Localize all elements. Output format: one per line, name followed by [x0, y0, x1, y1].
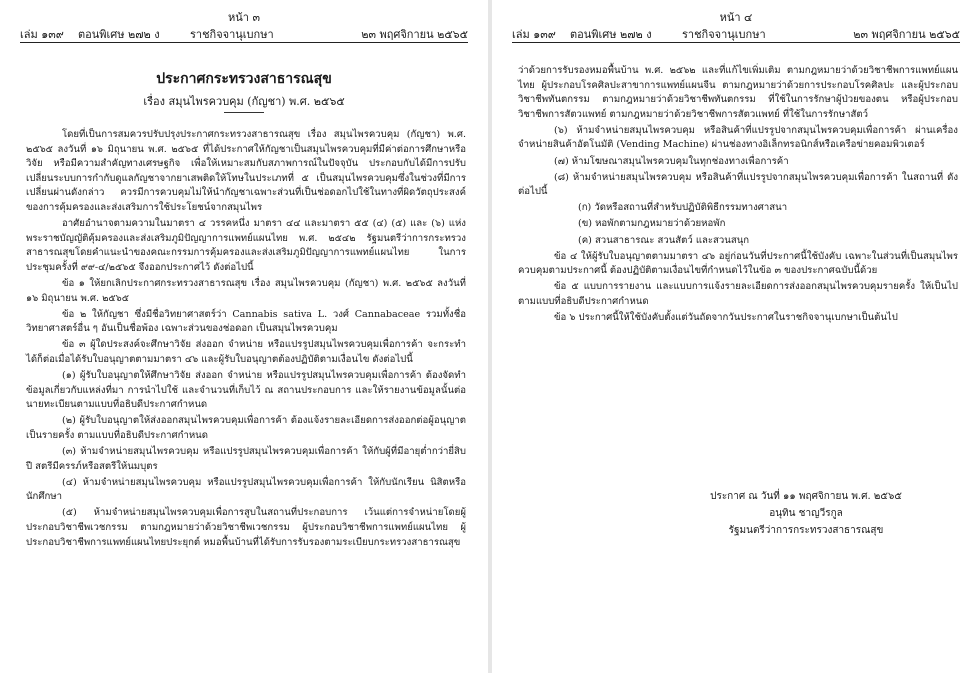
sub-item: (ก) วัดหรือสถานที่สำหรับปฏิบัติพิธีกรรมทางศาสนา	[578, 202, 788, 214]
paragraph: ข้อ ๔ ให้ผู้รับใบอนุญาตตามมาตรา ๔๖ อยู่ก่อนวันที่ประกาศนี้ใช้บังคับ เฉพาะในส่วนที่เป็นสมุนไพรควบคุมตามประกาศนี้ ต้องปฏิบัติตามเงื่อนไขที่กำหนดไว้ในข้อ ๓ ของประกาศฉบับนี้ด้วย	[518, 250, 958, 277]
header-divider	[512, 42, 960, 43]
signatory-position: รัฐมนตรีว่าการกระทรวงสาธารณสุข	[728, 525, 884, 536]
gazette-date: ๒๓ พฤศจิกายน ๒๕๖๕	[853, 28, 960, 41]
gazette-name: ราชกิจจานุเบกษา	[190, 28, 274, 41]
paragraph: ข้อ ๒ ให้กัญชา ซึ่งมีชื่อวิทยาศาสตร์ว่า Cannabis sativa L. วงศ์ Cannabaceae รวมทั้งชื่อวิทยาศาสตร์อื่น ๆ อันเป็นชื่อพ้อง เฉพาะส่วนของช่อดอก เป็นสมุนไพรควบคุม	[26, 308, 466, 335]
gazette-page-right	[492, 0, 980, 673]
signature-block	[562, 488, 980, 539]
paragraph: ข้อ ๖ ประกาศนี้ให้ใช้บังคับตั้งแต่วันถัดจากวันประกาศในราชกิจจานุเบกษาเป็นต้นไป	[554, 312, 898, 323]
paragraph: อาศัยอำนาจตามความในมาตรา ๔ วรรคหนึ่ง มาตรา ๔๔ และมาตรา ๕๕ (๔) (๕) และ (๖) แห่งพระราชบัญญัติคุ้มครองและส่งเสริมภูมิปัญญาการแพทย์แผนไทย พ.ศ. ๒๕๔๒ รัฐมนตรีว่าการกระทรวงสาธารณสุขโดยคำแนะนำของคณะกรรมการคุ้มครองและส่งเสริมภูมิปัญญาการแพทย์แผนไทย ในการประชุมครั้งที่ ๙๙-๔/๒๕๖๕ จึงออกประกาศไว้ ดังต่อไปนี้	[26, 218, 466, 273]
sub-item: (ข) หอพักตามกฎหมายว่าด้วยหอพัก	[578, 218, 726, 230]
paragraph: ข้อ ๑ ให้ยกเลิกประกาศกระทรวงสาธารณสุข เรื่อง สมุนไพรควบคุม (กัญชา) พ.ศ. ๒๕๖๕ ลงวันที่ ๑๖ มิถุนายน พ.ศ. ๒๕๖๕	[26, 277, 466, 304]
volume-label: เล่ม ๑๓๙	[20, 28, 64, 41]
header-divider	[20, 42, 468, 43]
paragraph: (๕) ห้ามจำหน่ายสมุนไพรควบคุมเพื่อการสูบในสถานที่ประกอบการ เว้นแต่การจำหน่ายโดยผู้ประกอบวิชาชีพเวชกรรม ตามกฎหมายว่าด้วยวิชาชีพเวชกรรม ผู้ประกอบวิชาชีพการแพทย์แผนไทย ผู้ประกอบวิชาชีพการแพทย์แผนไทยประยุกต์ หมอพื้นบ้านที่ได้รับการรับรองตามระเบียบกระทรวงสาธารณสุข	[26, 507, 466, 548]
paragraph: โดยที่เป็นการสมควรปรับปรุงประกาศกระทรวงสาธารณสุข เรื่อง สมุนไพรควบคุม (กัญชา) พ.ศ. ๒๕๖๕ ลงวันที่ ๑๖ มิถุนายน พ.ศ. ๒๕๖๕ ที่ได้ประกาศให้กัญชาเป็นสมุนไพรควบคุมที่มีค่าต่อการศึกษาหรือวิจัย หรือมีความสำคัญทางเศรษฐกิจ เพื่อให้เหมาะสมกับสภาพการณ์ในปัจจุบัน ประกอบกับได้มีการปรับเปลี่ยนระบบการกำกับดูแลกัญชาจากยาเสพติดให้โทษในประเภทที่ ๕ เป็นสมุนไพรควบคุมซึ่งในช่วงที่มีการเปลี่ยนผ่านดังกล่าว ควรมีการควบคุมไม่ให้นำกัญชาเฉพาะส่วนที่เป็นช่อดอกไปใช้ในทางที่ผิดวัตถุประสงค์ของการคุ้มครองและส่งเสริมการใช้ประโยชน์จากสมุนไพร	[26, 129, 466, 213]
sub-item: (ค) สวนสาธารณะ สวนสัตว์ และสวนสนุก	[578, 234, 750, 246]
announcement-subtitle: เรื่อง สมุนไพรควบคุม (กัญชา) พ.ศ. ๒๕๖๕	[143, 95, 345, 108]
signatory-name: อนุทิน ชาญวีรกูล	[769, 508, 843, 519]
announcement-title: ประกาศกระทรวงสาธารณสุข	[156, 71, 332, 87]
paragraph: (๘) ห้ามจำหน่ายสมุนไพรควบคุม หรือสินค้าที่แปรรูปจากสมุนไพรควบคุมเพื่อการค้า ในสถานที่ ดังต่อไปนี้	[518, 171, 958, 198]
gazette-page-left	[0, 0, 488, 673]
paragraph: (๗) ห้ามโฆษณาสมุนไพรควบคุมในทุกช่องทางเพื่อการค้า	[554, 155, 789, 167]
paragraph: (๖) ห้ามจำหน่ายสมุนไพรควบคุม หรือสินค้าที่แปรรูปจากสมุนไพรควบคุมเพื่อการค้า ผ่านเครื่องจำหน่ายสินค้าอัตโนมัติ (Vending Machine) ผ่านช่องทางอิเล็กทรอนิกส์หรือเครือข่ายคอมพิวเตอร์	[518, 124, 958, 151]
gazette-name: ราชกิจจานุเบกษา	[682, 28, 766, 41]
announcement-body	[518, 64, 958, 327]
paragraph: (๓) ห้ามจำหน่ายสมุนไพรควบคุม หรือแปรรูปสมุนไพรควบคุมเพื่อการค้า ให้กับผู้ที่มีอายุต่ำกว่ายี่สิบปี สตรีมีครรภ์หรือสตรีให้นมบุตร	[26, 445, 466, 472]
page-number: หน้า ๓	[228, 11, 260, 24]
subtitle-divider	[224, 112, 264, 113]
paragraph: ข้อ ๕ แบบการรายงาน และแบบการแจ้งรายละเอียดการส่งออกสมุนไพรควบคุมรายครั้ง ให้เป็นไปตามแบบที่อธิบดีประกาศกำหนด	[518, 281, 958, 307]
section-label: ตอนพิเศษ ๒๗๒ ง	[78, 28, 160, 41]
gazette-date: ๒๓ พฤศจิกายน ๒๕๖๕	[361, 28, 468, 41]
paragraph: (๒) ผู้รับใบอนุญาตให้ส่งออกสมุนไพรควบคุมเพื่อการค้า ต้องแจ้งรายละเอียดการส่งออกต่อผู้อนุญาตเป็นรายครั้ง ตามแบบที่อธิบดีประกาศกำหนด	[26, 415, 466, 441]
paragraph: (๔) ห้ามจำหน่ายสมุนไพรควบคุม หรือแปรรูปสมุนไพรควบคุมเพื่อการค้า ให้กับนักเรียน นิสิตหรือนักศึกษา	[26, 476, 466, 503]
volume-label: เล่ม ๑๓๙	[512, 28, 556, 41]
paragraph: ว่าด้วยการรับรองหมอพื้นบ้าน พ.ศ. ๒๕๖๒ และที่แก้ไขเพิ่มเติม ตามกฎหมายว่าด้วยวิชาชีพการแพทย์แผนไทย ผู้ประกอบโรคศิลปะสาขาการแพทย์แผนจีน ตามกฎหมายว่าด้วยการประกอบโรคศิลปะ และผู้ประกอบวิชาชีพทันตกรรม ตามกฎหมายว่าด้วยวิชาชีพทันตกรรม ที่ใช้ในการรักษาผู้ป่วยของตน หรือผู้ประกอบวิชาชีพการสัตวแพทย์ ตามกฎหมายว่าด้วยวิชาชีพการสัตวแพทย์ ที่ใช้ในการรักษาสัตว์	[518, 65, 958, 120]
paragraph: ข้อ ๓ ผู้ใดประสงค์จะศึกษาวิจัย ส่งออก จำหน่าย หรือแปรรูปสมุนไพรควบคุมเพื่อการค้า จะกระทำได้ก็ต่อเมื่อได้รับใบอนุญาตตามมาตรา ๔๖ และผู้รับใบอนุญาตต้องปฏิบัติตามเงื่อนไข ดังต่อไปนี้	[26, 339, 466, 365]
page-number: หน้า ๔	[719, 11, 753, 24]
announcement-body	[26, 128, 466, 552]
paragraph: (๑) ผู้รับใบอนุญาตให้ศึกษาวิจัย ส่งออก จำหน่าย หรือแปรรูปสมุนไพรควบคุมเพื่อการค้า ต้องจัดทำข้อมูลเกี่ยวกับแหล่งที่มา การนำไปใช้ และจำนวนที่เก็บไว้ ณ สถานประกอบการ และให้รายงานข้อมูลนั้นต่อนายทะเบียนตามแบบที่อธิบดีประกาศกำหนด	[26, 370, 466, 411]
signature-date: ประกาศ ณ วันที่ ๑๑ พฤศจิกายน พ.ศ. ๒๕๖๕	[710, 491, 902, 502]
section-label: ตอนพิเศษ ๒๗๒ ง	[570, 28, 652, 41]
